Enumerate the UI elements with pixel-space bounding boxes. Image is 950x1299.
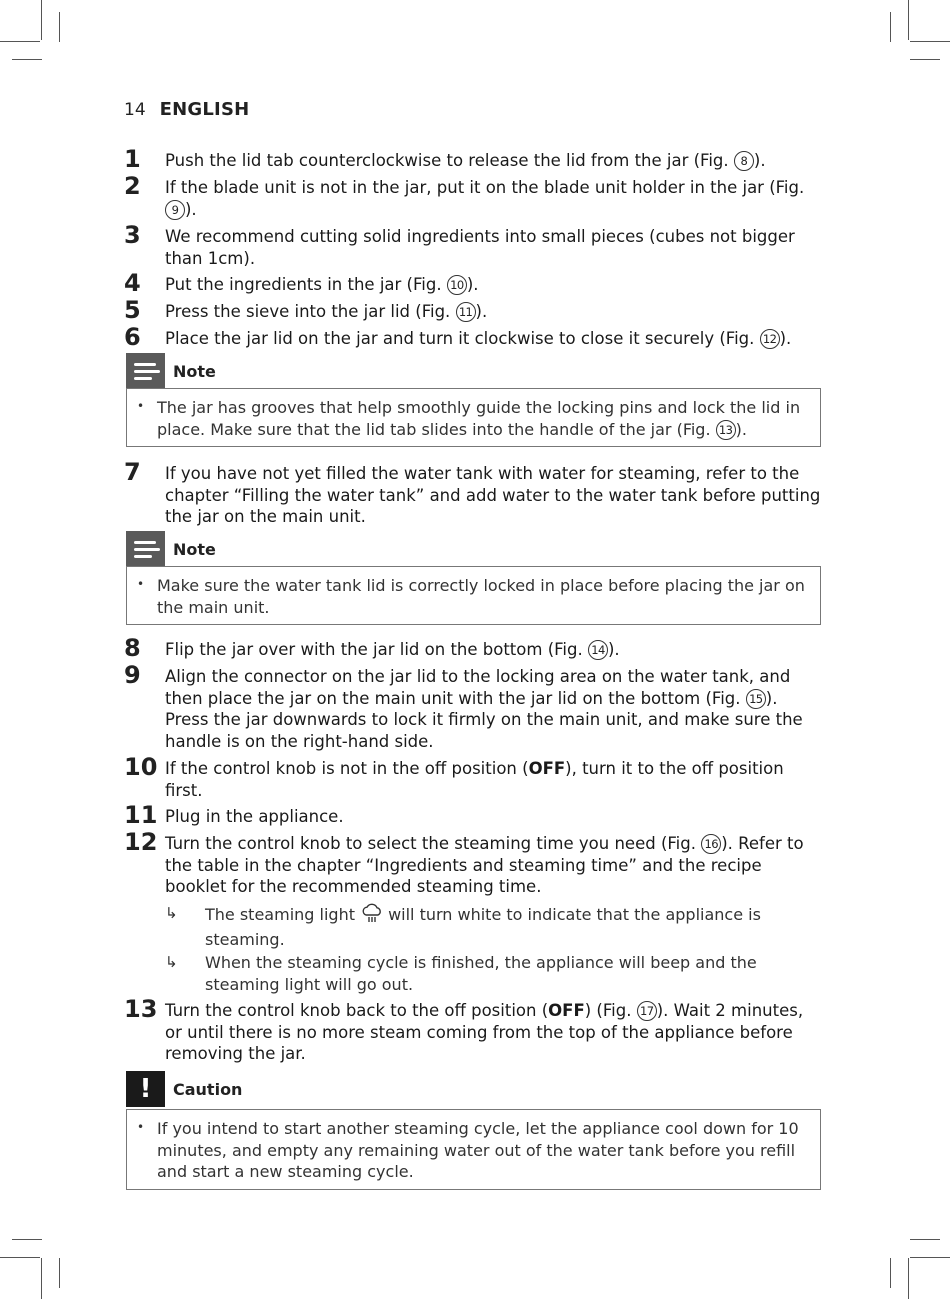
- note-box: [126, 388, 821, 447]
- crop-mark: [910, 59, 940, 60]
- crop-mark: [41, 1258, 42, 1299]
- step-number: 8: [124, 634, 141, 662]
- step-text: Push the lid tab counterclockwise to release the lid from the jar (Fig. 8 ).: [165, 151, 766, 170]
- step-number: 5: [124, 296, 141, 324]
- step-text: Plug in the appliance.: [165, 807, 344, 826]
- step-text: Turn the control knob back to the off position (OFF) (Fig. 17 ). Wait 2 minutes, or until there is no more steam coming from the top of the appliance before removing the jar.: [165, 1001, 804, 1063]
- step-number: 9: [124, 661, 141, 689]
- exclamation-icon: !: [126, 1071, 165, 1107]
- crop-mark: [0, 1257, 40, 1258]
- note-text: The jar has grooves that help smoothly guide the locking pins and lock the lid in place. Make sure that the lid tab slides into the handle of the jar (Fig. 13 ).: [157, 398, 801, 439]
- figure-ref: 12: [760, 329, 780, 349]
- caution-header: [126, 1071, 326, 1107]
- page-header: [124, 99, 249, 123]
- note-text: Make sure the water tank lid is correctly locked in place before placing the jar on the main unit.: [157, 576, 805, 617]
- step-text: If the control knob is not in the off position (OFF), turn it to the off position first.: [165, 759, 784, 800]
- crop-mark: [59, 12, 60, 42]
- caution-box: [126, 1109, 821, 1190]
- step-text: We recommend cutting solid ingredients into small pieces (cubes not bigger than 1cm).: [165, 227, 795, 268]
- note-lines-icon: [126, 353, 165, 389]
- hooked-arrow-icon: ↳: [165, 904, 178, 922]
- crop-mark: [908, 0, 909, 40]
- crop-mark: [12, 59, 42, 60]
- crop-mark: [0, 41, 40, 42]
- note-lines-icon: [126, 531, 165, 567]
- figure-ref: 17: [637, 1001, 657, 1021]
- figure-ref: 13: [716, 420, 736, 440]
- crop-mark: [12, 1239, 42, 1240]
- step-text: If the blade unit is not in the jar, put it on the blade unit holder in the jar (Fig. 9 ).: [165, 178, 805, 219]
- crop-mark: [910, 1239, 940, 1240]
- caution-text: If you intend to start another steaming cycle, let the appliance cool down for 10 minutes, and empty any remaining water out of the water tank before you refill and start a new steaming cycle.: [157, 1119, 799, 1181]
- step-number: 11: [124, 801, 158, 829]
- step-number: 13: [124, 995, 158, 1023]
- crop-mark: [908, 1258, 909, 1299]
- step-number: 7: [124, 458, 141, 486]
- hooked-arrow-icon: ↳: [165, 953, 178, 971]
- result-text: The steaming light will turn white to indicate that the appliance is steaming.: [205, 905, 761, 949]
- bullet: •: [137, 577, 145, 591]
- steam-cloud-icon: [360, 903, 384, 929]
- step-text: Flip the jar over with the jar lid on the bottom (Fig. 14 ).: [165, 640, 620, 659]
- figure-ref: 15: [746, 689, 766, 709]
- step-number: 3: [124, 221, 141, 249]
- crop-mark: [910, 41, 950, 42]
- step-text: If you have not yet filled the water tank with water for steaming, refer to the chapter “Filling the water tank” and add water to the water tank before putting the jar on the main unit.: [165, 464, 821, 526]
- caution-label: Caution: [173, 1080, 243, 1099]
- figure-ref: 10: [447, 275, 467, 295]
- figure-ref: 16: [701, 834, 721, 854]
- step-text: Place the jar lid on the jar and turn it clockwise to close it securely (Fig. 12 ).: [165, 329, 792, 348]
- figure-ref: 8: [734, 151, 754, 171]
- bullet: •: [137, 399, 145, 413]
- note-label: Note: [173, 540, 216, 559]
- bullet: •: [137, 1120, 145, 1134]
- step-number: 12: [124, 828, 158, 856]
- page-number: 14: [124, 100, 146, 120]
- figure-ref: 11: [456, 302, 476, 322]
- note-header: [126, 531, 326, 567]
- note-header: [126, 353, 326, 389]
- step-number: 4: [124, 269, 141, 297]
- step-text: Turn the control knob to select the steaming time you need (Fig. 16 ). Refer to the table in the chapter “Ingredients and steaming time” and the recipe booklet for the recommended steaming time.: [165, 834, 804, 896]
- crop-mark: [41, 0, 42, 40]
- crop-mark: [890, 12, 891, 42]
- step-number: 10: [124, 753, 158, 781]
- crop-mark: [890, 1258, 891, 1288]
- step-text: Align the connector on the jar lid to the locking area on the water tank, and then place the jar on the main unit with the jar lid on the bottom (Fig. 15 ). Press the jar downwards to lock it firmly on the main unit, and make sure the handle is on the right-hand side.: [165, 667, 803, 751]
- step-number: 2: [124, 172, 141, 200]
- crop-mark: [910, 1257, 950, 1258]
- language-label: ENGLISH: [159, 99, 250, 120]
- step-text: Put the ingredients in the jar (Fig. 10 ).: [165, 275, 479, 294]
- figure-ref: 9: [165, 200, 185, 220]
- step-number: 6: [124, 323, 141, 351]
- crop-mark: [59, 1258, 60, 1288]
- result-text: When the steaming cycle is finished, the appliance will beep and the steaming light will go out.: [205, 953, 757, 994]
- note-box: [126, 566, 821, 625]
- note-label: Note: [173, 362, 216, 381]
- step-number: 1: [124, 145, 141, 173]
- figure-ref: 14: [588, 640, 608, 660]
- step-text: Press the sieve into the jar lid (Fig. 11 ).: [165, 302, 488, 321]
